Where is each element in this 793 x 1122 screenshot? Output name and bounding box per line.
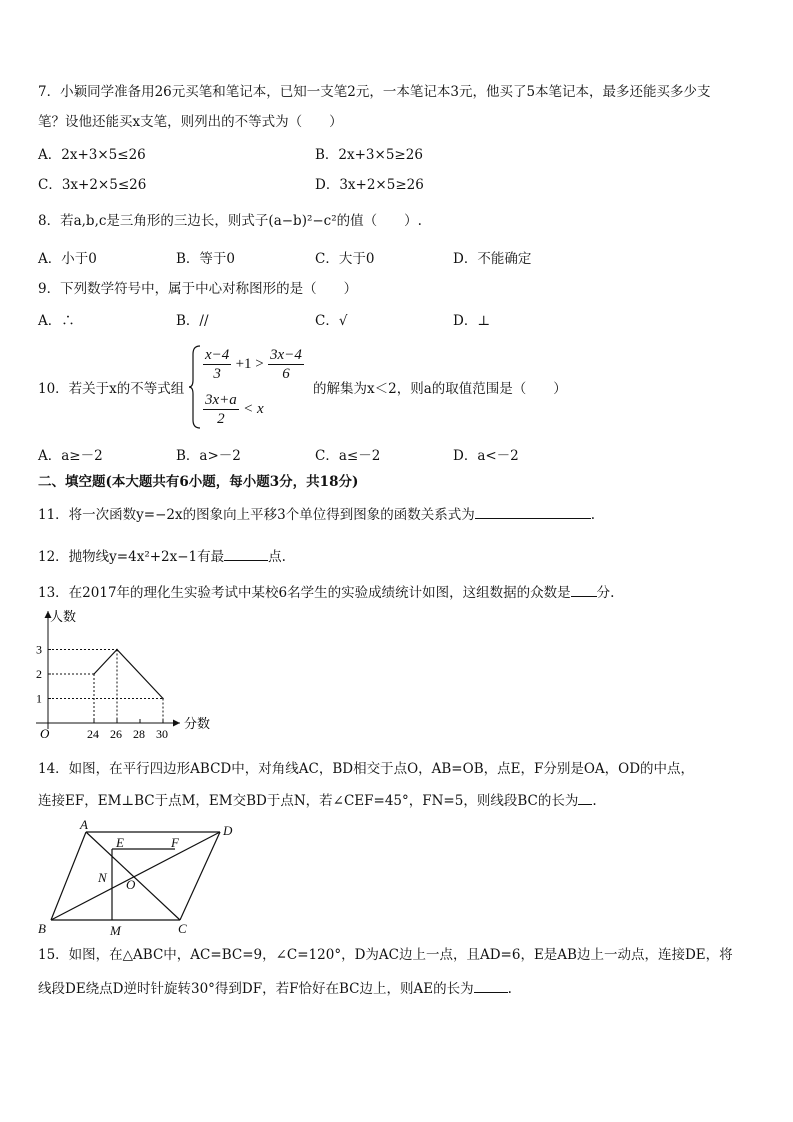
q10-frac-1	[203, 346, 231, 383]
q13-chart	[30, 605, 220, 745]
label-d: D	[223, 823, 233, 838]
q14-text-line1: 14．如图，在平行四边形ABCD中，对角线AC，BD相交于点O，AB=OB，点E，F分别是OA，OD的中点，	[38, 761, 695, 777]
label-a: A	[80, 817, 88, 832]
q10-prefix: 10．若关于x的不等式组	[38, 381, 185, 397]
origin-label: O	[40, 726, 50, 741]
q10-frac-1-den: 3	[213, 366, 221, 382]
q14-text-line2	[38, 790, 597, 810]
data-point	[93, 673, 95, 675]
q9-option-d: D．⊥	[453, 313, 491, 329]
q10-inequality-2	[203, 391, 264, 428]
q13-question: 13．在2017年的理化生实验考试中某校6名学生的实验成绩统计如图，这组数据的众数是	[38, 585, 571, 601]
q7-text-line2: 笔？设他还能买x支笔，则列出的不等式为（ ）	[38, 114, 343, 130]
q12-end: 点.	[268, 549, 286, 565]
diagonal-bd	[51, 832, 220, 920]
q7-option-b: B．2x+3×5≥26	[315, 147, 423, 163]
q10-option-c: C．a≤－2	[315, 448, 381, 464]
q10-frac-3-den: 2	[217, 411, 225, 427]
q8-option-c: C．大于0	[315, 251, 375, 267]
q11-end: .	[590, 507, 596, 523]
q10-frac-2-den: 6	[282, 366, 290, 382]
x-tick-label: 26	[110, 727, 122, 741]
q10-ineq2-right: < x	[243, 401, 264, 417]
x-tick-label: 28	[133, 727, 145, 741]
q8-option-a: A．小于0	[38, 251, 97, 267]
q10-frac-3	[203, 391, 239, 428]
q14-question: 连接EF，EM⊥BC于点M，EM交BD于点N，若∠CEF=45°，FN=5，则线段BC的长为	[38, 793, 579, 809]
side-cd	[180, 832, 220, 920]
y-tick-label: 2	[36, 667, 42, 681]
q10-option-d: D．a<－2	[453, 448, 519, 464]
label-b: B	[38, 921, 46, 936]
q15-text-line2	[38, 978, 512, 998]
y-axis-label: 人数	[50, 609, 77, 624]
q10-ineq1-mid: +1 >	[235, 356, 264, 372]
q11-answer-blank	[475, 504, 591, 519]
q9-option-c: C．√	[315, 313, 348, 329]
q7-option-a: A．2x+3×5≤26	[38, 147, 146, 163]
q7-option-c: C．3x+2×5≤26	[38, 177, 147, 193]
q14-answer-blank	[578, 790, 592, 805]
q10-frac-1-num: x−4	[205, 347, 230, 363]
q10-option-a: A．a≥－2	[38, 448, 103, 464]
q12-text	[38, 546, 286, 566]
q10-option-b: B．a>－2	[176, 448, 241, 464]
q13-text	[38, 582, 614, 602]
q12-question: 12．抛物线y=4x²+2x−1有最	[38, 549, 225, 565]
q15-question: 线段DE绕点D逆时针旋转30°得到DF，若F恰好在BC边上，则AE的长为	[38, 981, 474, 997]
q13-end: 分.	[596, 585, 615, 601]
q10-inequality-1	[203, 346, 304, 383]
q9-option-a: A．∴	[38, 313, 75, 329]
q15-end: .	[507, 981, 512, 997]
q9-option-b: B．//	[176, 313, 209, 329]
x-axis-label: 分数	[184, 716, 211, 731]
q10-suffix: 的解集为x＜2，则a的取值范围是（ ）	[313, 381, 567, 397]
q13-answer-blank	[571, 582, 597, 597]
q7-option-d: D．3x+2×5≥26	[315, 177, 424, 193]
q8-option-b: B．等于0	[176, 251, 236, 267]
q14-parallelogram-figure	[30, 815, 245, 940]
label-e: E	[116, 835, 124, 850]
x-axis-arrow	[173, 720, 180, 727]
q15-text-line1: 15．如图，在△ABC中，AC=BC=9，∠C=120°，D为AC边上一点，且AD=6，E是AB边上一动点，连接DE，将	[38, 947, 733, 963]
y-tick-label: 3	[36, 642, 42, 657]
label-n: N	[98, 870, 107, 885]
q11-text	[38, 504, 595, 524]
q10-brace	[188, 344, 202, 430]
q10-frac-2-num: 3x−4	[270, 347, 302, 363]
x-tick-label: 30	[156, 727, 168, 741]
q8-text: 8．若a,b,c是三角形的三边长，则式子(a−b)²−c²的值（ ）.	[38, 213, 422, 229]
q12-answer-blank	[224, 546, 268, 561]
x-tick-label: 24	[87, 727, 99, 741]
q7-text-line1: 7．小颖同学准备用26元买笔和笔记本，已知一支笔2元，一本笔记本3元，他买了5本笔记本，最多还能买多少支	[38, 84, 711, 100]
q14-end: .	[592, 793, 597, 809]
y-tick-label: 1	[36, 691, 42, 706]
data-point	[116, 649, 118, 651]
label-c: C	[178, 921, 187, 936]
q15-answer-blank	[474, 978, 508, 993]
data-point	[162, 698, 164, 700]
side-ab	[51, 832, 86, 920]
label-m: M	[110, 923, 121, 938]
q10-frac-2	[268, 346, 304, 383]
series-line	[94, 650, 163, 699]
label-o: O	[126, 877, 136, 892]
q10-frac-3-num: 3x+a	[205, 392, 237, 408]
q11-question: 11．将一次函数y=−2x的图象向上平移3个单位得到图象的函数关系式为	[38, 507, 475, 523]
q8-option-d: D．不能确定	[453, 251, 532, 267]
label-f: F	[171, 835, 179, 850]
q9-text: 9．下列数学符号中，属于中心对称图形的是（ ）	[38, 281, 358, 297]
section-title: 二、填空题(本大题共有6小题，每小题3分，共18分)	[38, 474, 359, 490]
